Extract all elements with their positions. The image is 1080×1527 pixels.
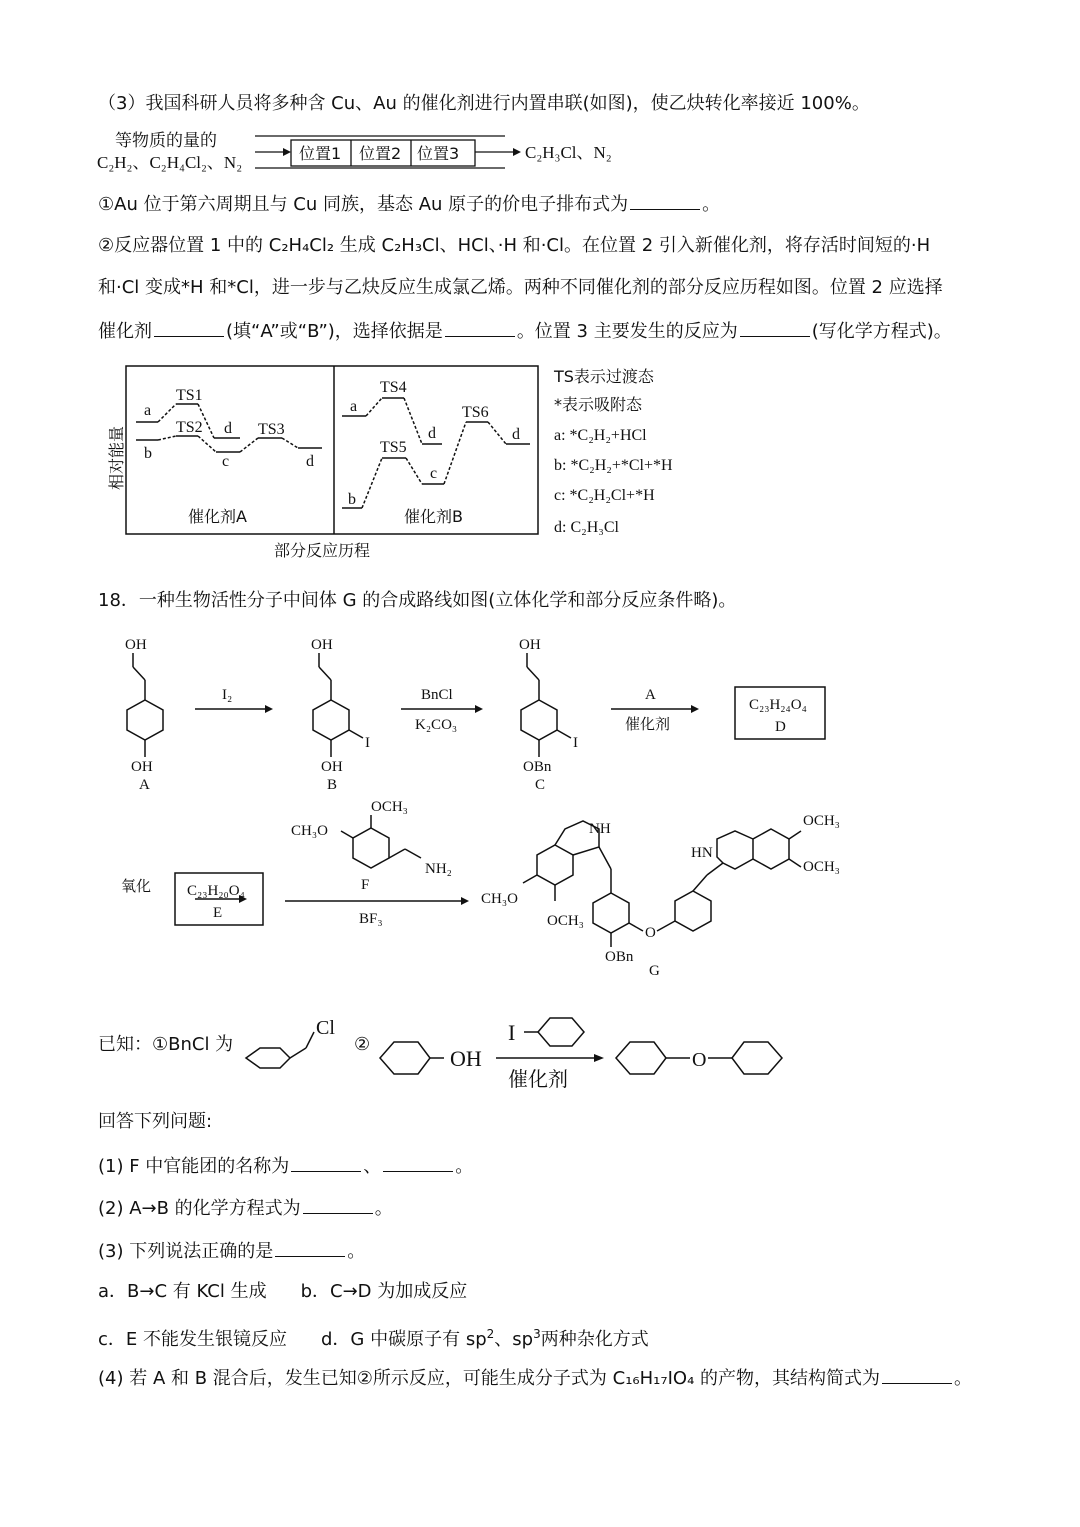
label-d: d: [224, 420, 232, 437]
g-ch3o: CH₃O: [481, 891, 518, 907]
label-ts2: TS2: [176, 419, 203, 436]
label-c: c: [222, 453, 230, 470]
legend-d: d: C₂H₃Cl: [554, 519, 619, 536]
q17-sub1-text: ①Au 位于第六周期且与 Cu 同族，基态 Au 原子的价电子排布式为: [98, 194, 629, 215]
label-d: d: [512, 426, 520, 443]
benzene-ring-f: [353, 828, 389, 868]
label-d: D: [775, 719, 786, 735]
answer-blank[interactable]: [303, 1195, 373, 1214]
label-ts3: TS3: [258, 421, 285, 438]
benzene-ring-g3: [675, 891, 711, 931]
q17-sub2-text-d: (写化学方程式)。: [811, 321, 952, 342]
flow-position-2: 位置2: [359, 144, 402, 163]
label-a: A: [139, 777, 150, 793]
label-b: B: [327, 777, 338, 793]
q17-sub2-text-a: 催化剂: [98, 321, 152, 342]
f-och3-top: OCH₃: [371, 799, 408, 815]
label-ts1: TS1: [176, 387, 203, 404]
c-oh-top: OH: [519, 637, 541, 653]
label-d: d: [428, 425, 436, 442]
diphenyl-ether-ring-1: [616, 1042, 666, 1074]
benzene-ring-g2: [593, 893, 629, 933]
known-catalyst: 催化剂: [508, 1067, 568, 1091]
b-oh-bottom: OH: [321, 759, 343, 775]
synthesis-route: [95, 625, 855, 985]
q18-sub2: [98, 1195, 393, 1221]
punct: 。: [347, 1241, 366, 1262]
legend-adsorbed: *表示吸附态: [554, 395, 643, 414]
benzene-ring-g1: [537, 845, 573, 885]
answer-blank[interactable]: [275, 1238, 345, 1257]
iodo-label: I: [508, 1020, 516, 1045]
flow-input-species: C₂H₂、C₂H₄Cl₂、N₂: [97, 153, 243, 172]
option-c: c．E 不能发生银镜反应: [98, 1329, 287, 1350]
legend-c: c: *C₂H₂Cl+*H: [554, 487, 655, 504]
sup: 2: [486, 1327, 495, 1341]
label-f: F: [361, 877, 370, 893]
panel-b-label: 催化剂B: [404, 507, 463, 526]
benzene-ring-b: [313, 700, 349, 740]
q17-part3-intro: （3）我国科研人员将多种含 Cu、Au 的催化剂进行内置串联(如图)，使乙炔转化率接近 100%。: [98, 93, 870, 114]
known-2-marker: ②: [354, 1034, 371, 1055]
phenol-oh: OH: [450, 1046, 482, 1071]
label-c: c: [430, 465, 438, 482]
punct: 。: [374, 1198, 393, 1219]
benzene-ring-a: [127, 700, 163, 740]
benzyl-ring: [246, 1048, 290, 1068]
label-ts4: TS4: [380, 379, 407, 396]
flow-output-species: C₂H₃Cl、N₂: [525, 143, 612, 162]
answer-blank[interactable]: [740, 318, 810, 337]
punct: 。: [455, 1156, 474, 1177]
known-prefix: 已知：①BnCl 为: [98, 1034, 234, 1055]
benzene-ring-g4: [753, 829, 789, 869]
step3-reagent-top: A: [645, 687, 656, 703]
g-och3-c: OCH₃: [547, 913, 584, 929]
option-a: a．B→C 有 KCl 生成: [98, 1281, 267, 1302]
energy-profile-diagram: [98, 360, 718, 570]
d-formula: C₂₃H₂₄O₄: [749, 697, 807, 713]
option-d-text: 、sp: [494, 1329, 534, 1350]
diphenyl-ether-ring-2: [732, 1042, 782, 1074]
legend-ts: TS表示过渡态: [554, 367, 654, 386]
q18-sub4: [98, 1365, 972, 1391]
g-och3-b: OCH₃: [803, 859, 840, 875]
step1-reagent: I₂: [222, 687, 233, 703]
q17-sub2-line2: 和·Cl 变成*H 和*Cl，进一步与乙炔反应生成氯乙烯。两种不同催化剂的部分反应历程如图。位置 2 应选择: [98, 277, 943, 298]
known-structures: [238, 1010, 798, 1094]
q18-sub1: [98, 1153, 473, 1179]
b-oh-top: OH: [311, 637, 333, 653]
g-och3-a: OCH₃: [803, 813, 840, 829]
q18-sub1-text: (1) F 中官能团的名称为: [98, 1156, 290, 1177]
sup: 3: [533, 1327, 541, 1341]
q17-sub2-line3: [98, 318, 952, 344]
benzene-ring-c: [521, 700, 557, 740]
label-e: E: [213, 905, 223, 921]
legend-b: b: *C₂H₂+*Cl+*H: [554, 457, 673, 474]
flow-top-label: 等物质的量的: [115, 131, 217, 150]
iodobenzene-ring: [538, 1018, 584, 1046]
q17-sub2-text-b: (填“A”或“B”)，选择依据是: [226, 321, 443, 342]
f-och3-left: CH₃O: [291, 823, 328, 839]
c-obn: OBn: [523, 759, 552, 775]
b-iodo: I: [365, 735, 370, 751]
panel-a-label: 催化剂A: [188, 507, 247, 526]
q18-title: 18．一种生物活性分子中间体 G 的合成路线如图(立体化学和部分反应条件略)。: [98, 590, 737, 611]
answer-blank[interactable]: [383, 1153, 453, 1172]
option-d-text: 两种杂化方式: [540, 1329, 649, 1350]
punct: 。: [702, 194, 721, 215]
answer-blank[interactable]: [445, 318, 515, 337]
ether-o: O: [692, 1049, 707, 1071]
option-d: [321, 1329, 649, 1350]
answer-header: 回答下列问题:: [98, 1111, 213, 1132]
label-a: a: [350, 398, 358, 415]
answer-blank[interactable]: [882, 1365, 952, 1384]
q18-options-cd: [98, 1322, 649, 1352]
g-ether-o: O: [645, 925, 656, 941]
q18-sub3: [98, 1238, 365, 1264]
legend-a: a: *C₂H₂+HCl: [554, 427, 647, 444]
answer-blank[interactable]: [291, 1153, 361, 1172]
c-iodo: I: [573, 735, 578, 751]
q18-options-ab: [98, 1280, 467, 1304]
x-axis-label: 部分反应历程: [274, 541, 371, 560]
step4-reagent: 氧化: [121, 877, 152, 895]
y-axis-label: 相对能量: [107, 425, 126, 490]
punct: 。: [954, 1368, 973, 1389]
benzyl-cl: Cl: [316, 1017, 335, 1039]
label-b: b: [144, 445, 152, 462]
catalyst-b-profile: [342, 398, 530, 508]
answer-blank[interactable]: [154, 318, 224, 337]
label-ts5: TS5: [380, 439, 407, 456]
g-obn: OBn: [605, 949, 634, 965]
label-c: C: [535, 777, 546, 793]
flow-position-3: 位置3: [417, 144, 460, 163]
q18-sub4-text: (4) 若 A 和 B 混合后，发生已知②所示反应，可能生成分子式为 C₁₆H₁₇IO₄ 的产物，其结构简式为: [98, 1368, 881, 1389]
g-hn: HN: [691, 845, 713, 861]
a-oh-top: OH: [125, 637, 147, 653]
flow-position-1: 位置1: [299, 144, 342, 163]
label-d: d: [306, 453, 314, 470]
q17-sub2-text-c: 。位置 3 主要发生的反应为: [516, 321, 738, 342]
e-formula: C₂₃H₂₀O₄: [187, 883, 245, 899]
g-nh: NH: [589, 821, 611, 837]
option-d-text: d．G 中碳原子有 sp: [321, 1329, 487, 1350]
punct: 、: [363, 1156, 382, 1177]
label-b: b: [348, 491, 356, 508]
step2-reagent-bottom: K₂CO₃: [415, 717, 458, 733]
label-ts6: TS6: [462, 404, 489, 421]
q17-sub1: [98, 191, 720, 217]
step2-reagent-top: BnCl: [421, 687, 453, 703]
label-a: a: [144, 402, 152, 419]
label-g: G: [649, 963, 660, 979]
a-oh-bottom: OH: [131, 759, 153, 775]
step3-reagent-bottom: 催化剂: [625, 715, 671, 733]
f-nh2: NH₂: [425, 861, 452, 877]
q18-sub2-text: (2) A→B 的化学方程式为: [98, 1198, 301, 1219]
q18-sub3-text: (3) 下列说法正确的是: [98, 1241, 274, 1262]
step5-reagent: BF₃: [359, 911, 383, 927]
reactor-flow-diagram: [95, 128, 655, 178]
answer-blank[interactable]: [630, 191, 700, 210]
q17-sub2-line1: ②反应器位置 1 中的 C₂H₄Cl₂ 生成 C₂H₃Cl、HCl、·H 和·Cl。在位置 2 引入新催化剂，将存活时间短的·H: [98, 235, 931, 256]
option-b: b．C→D 为加成反应: [300, 1281, 468, 1302]
phenol-ring: [380, 1042, 430, 1074]
